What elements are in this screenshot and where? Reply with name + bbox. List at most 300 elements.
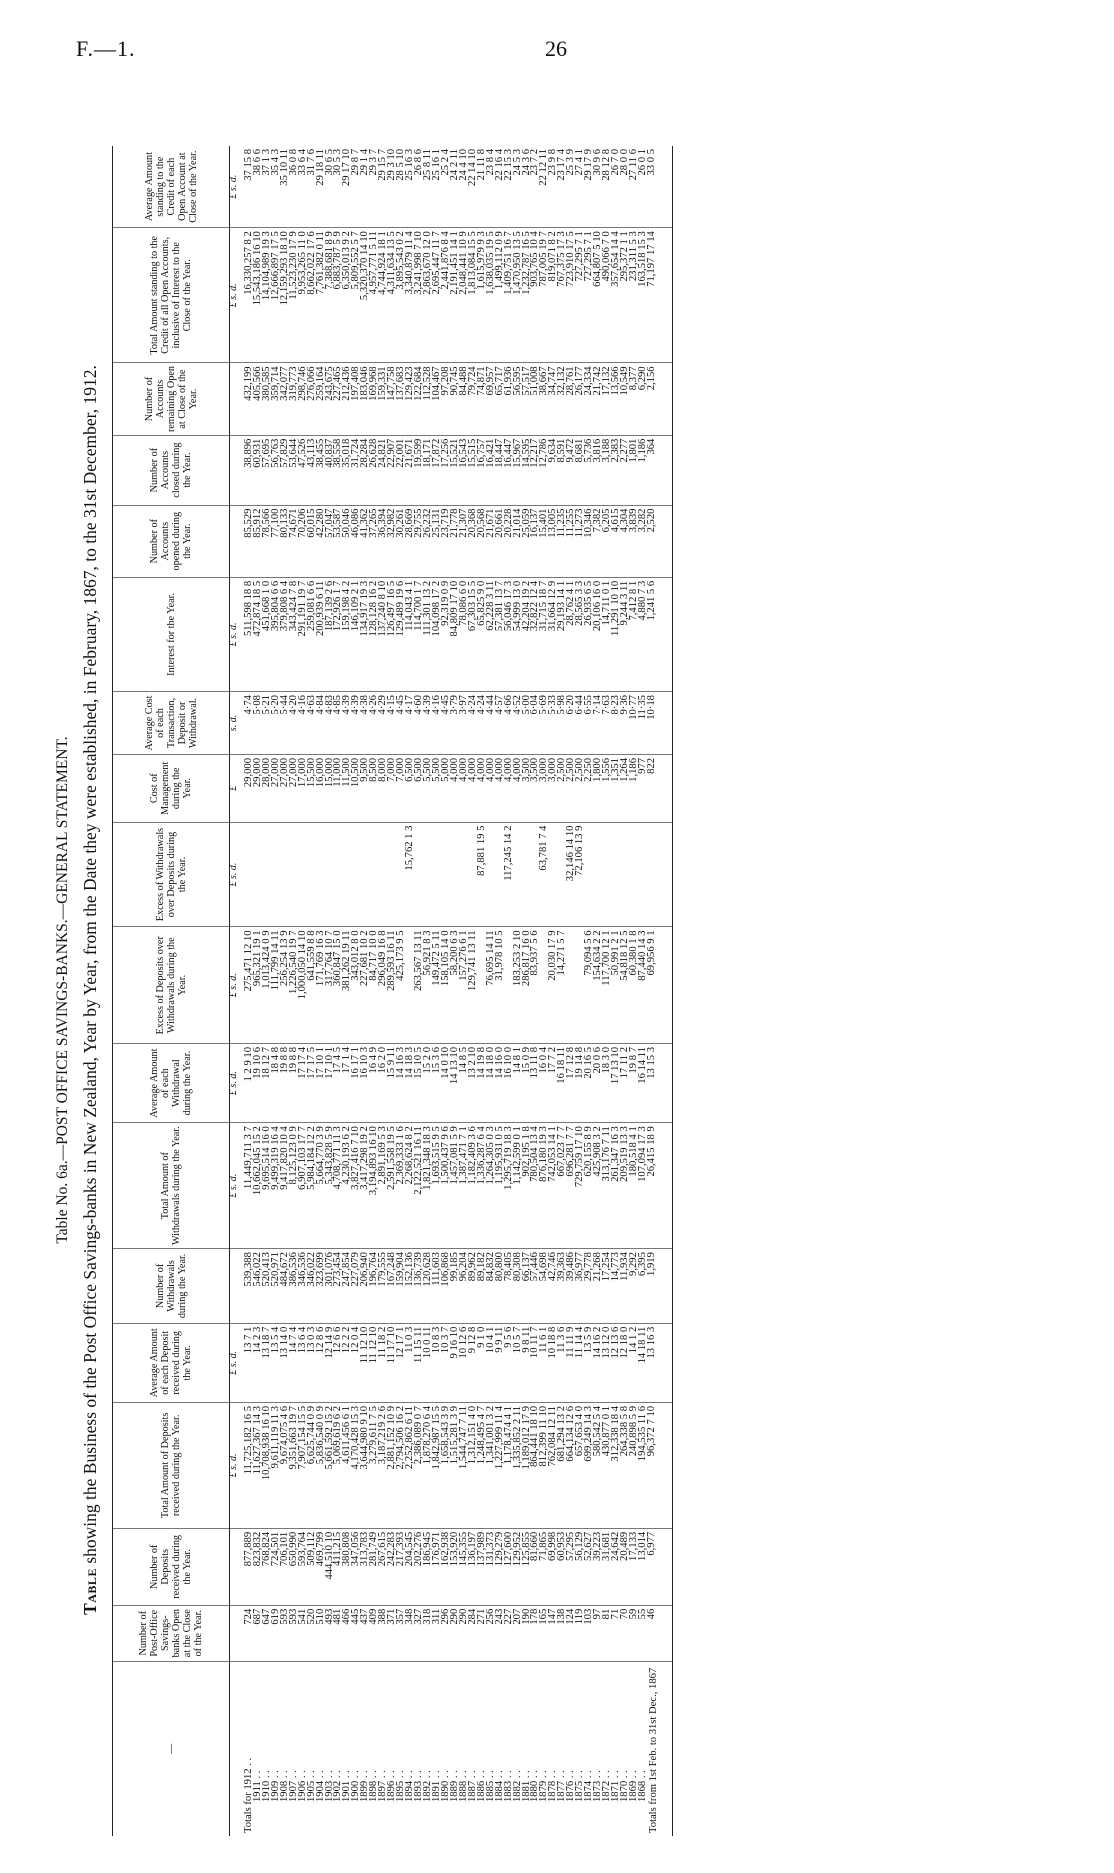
table-cell: 30 5 3 [334, 146, 343, 228]
table-cell: 1,295,719 18 3 [505, 1123, 514, 1249]
table-cell: 6,350,013 9 2 [343, 228, 352, 363]
table-cell: 33 0 5 [648, 146, 673, 228]
table-cell: 13 7 1 [239, 1323, 254, 1402]
table-cell: 207 [514, 1605, 523, 1661]
table-cell: 4·39 [352, 692, 361, 755]
table-cell: 386,536 [290, 1249, 299, 1324]
table-cell: 7,412 8 1 [630, 577, 639, 691]
table-cell: 1,544,747 7 11 [460, 1402, 469, 1528]
table-cell: 46 [648, 1605, 673, 1661]
table-cell: 7,000 [397, 754, 406, 822]
table-cell: 3,644,980 9 10 [361, 1402, 370, 1528]
table-cell: 59 [630, 1605, 639, 1661]
table-cell: 50,046 [343, 505, 352, 577]
table-cell: 10 4 1 [487, 1323, 496, 1402]
table-cell: 14 16 3 [397, 1044, 406, 1123]
table-cell: 650,990 [290, 1528, 299, 1605]
table-cell: 5,500 [424, 754, 433, 822]
table-cell: 43,113 [308, 435, 317, 505]
table-cell [263, 822, 272, 927]
table-cell: 92,319 0 9 [442, 577, 451, 691]
table-cell: 147,758 [388, 363, 397, 435]
table-cell: 183,046 [361, 363, 370, 435]
table-cell: 18 12 7 [263, 1044, 272, 1123]
table-cell: 5·21 [263, 692, 272, 755]
table-cell: 14 19 8 [478, 1044, 487, 1123]
table-cell: 32,982 [388, 505, 397, 577]
table-cell: 71 [612, 1605, 621, 1661]
table-cell: 17,254 [603, 1249, 612, 1324]
table-cell: 9,674,075 4 6 [281, 1402, 290, 1528]
table-cell: 11,291 10 10 [612, 577, 621, 691]
table-cell: 13 16 3 [648, 1323, 673, 1402]
table-cell: 60,953 [558, 1528, 567, 1605]
table-cell: 56,046 17 3 [505, 577, 514, 691]
table-cell: 62,228 3 11 [487, 577, 496, 691]
table-cell: 15,401 [540, 505, 549, 577]
table-cell: 14 2 3 [254, 1323, 263, 1402]
table-cell: 23 9 8 [549, 146, 558, 228]
table-cell: 129,279 [496, 1528, 505, 1605]
table-cell: 247,854 [343, 1249, 352, 1324]
table-cell: 313,783 [361, 1528, 370, 1605]
table-cell: 11 14 4 [576, 1323, 585, 1402]
table-cell: 4·52 [514, 692, 523, 755]
table-cell: 4·74 [239, 692, 254, 755]
table-cell: 13 0 3 [308, 1323, 317, 1402]
row-label: 1899 . . [359, 1770, 371, 1802]
table-cell: 819,071 8 2 [549, 228, 558, 363]
table-cell: 78,566 [263, 505, 272, 577]
table-cell: 42,280 [317, 505, 326, 577]
table-cell: 26,935 6 5 [585, 577, 594, 691]
table-cell: 57,381 13 7 [496, 577, 505, 691]
table-cell: 5·33 [549, 692, 558, 755]
table-cell: 16,137 [531, 505, 540, 577]
table-cell: 190 [523, 1605, 532, 1661]
table-cell: 29 18 11 [317, 146, 326, 228]
table-cell: 7·14 [594, 692, 603, 755]
table-cell: 209,519 13 3 [621, 1123, 630, 1249]
table-cell: 311 [433, 1605, 442, 1661]
table-cell: 13 18 7 [263, 1323, 272, 1402]
table-cell: 4,000 [496, 754, 505, 822]
table-cell: 4·39 [343, 692, 352, 755]
table-cell: 1,186 [630, 754, 639, 822]
table-cell: 36 0 8 [290, 146, 299, 228]
table-cell: 31,681 [603, 1528, 612, 1605]
table-cell: 11,273 [576, 505, 585, 577]
table-cell: 4,744,924 18 1 [379, 228, 388, 363]
table-cell: 4·83 [326, 692, 335, 755]
table-cell: 17 10 1 [326, 1044, 335, 1123]
table-cell: 202,276 [415, 1528, 424, 1605]
row-label: 1869 . . [627, 1770, 639, 1802]
table-cell: 466 [343, 1605, 352, 1661]
table-cell: 25 16 1 [433, 146, 442, 228]
table-cell: 27 4 1 [576, 146, 585, 228]
row-label: 1875 . . [574, 1770, 586, 1802]
table-row [505, 146, 514, 1836]
table-row [451, 146, 460, 1836]
table-cell: 50,991 2 1 [612, 927, 621, 1044]
table-cell: 38,455 [317, 435, 326, 505]
table-cell: 99,185 [451, 1249, 460, 1324]
table-cell: 5,836,540 0 9 [317, 1402, 326, 1528]
table-cell: 348 [406, 1605, 415, 1661]
table-cell: 55 [639, 1605, 648, 1661]
table-cell: 17 7 2 [549, 1044, 558, 1123]
table-cell [514, 822, 523, 927]
table-cell: 57,047 [326, 505, 335, 577]
table-cell: 37 15 8 [239, 146, 254, 228]
table-cell: 12 0 4 [352, 1323, 361, 1402]
table-cell: 240,898 5 9 [630, 1402, 639, 1528]
table-cell: 13,566 [612, 363, 621, 435]
table-cell: 107,094 17 3 [639, 1123, 648, 1249]
table-cell: 8,662,022 17 6 [308, 228, 317, 363]
table-cell: 227,079 [352, 1249, 361, 1324]
table-cell: 12 18 0 [621, 1323, 630, 1402]
table-cell: 38,558 [334, 435, 343, 505]
unit-label [230, 1249, 239, 1324]
table-cell: 5·00 [523, 692, 532, 755]
table-cell: 342,077 [281, 363, 290, 435]
table-cell: 134,917 19 3 [361, 577, 370, 691]
table-cell: 117,700 12 1 [603, 927, 612, 1044]
table-cell: 9,244 3 11 [621, 577, 630, 691]
table-cell: 119 [576, 1605, 585, 1661]
table-cell: 16,330,257 8 2 [239, 228, 254, 363]
unit-label: £ s. d. [230, 1044, 239, 1123]
table-cell: 14,773 [612, 1249, 621, 1324]
table-cell: 80,308 [514, 1249, 523, 1324]
table-cell: 28,762 4 1 [567, 577, 576, 691]
table-cell: 14,104,989 19 3 [263, 228, 272, 363]
table-cell: 1,813,084 15 5 [469, 228, 478, 363]
table-cell: 539,388 [239, 1249, 254, 1324]
row-label: 1895 . . [395, 1770, 407, 1802]
table-cell: 136,197 [469, 1528, 478, 1605]
table-cell: 29 3 10 [388, 146, 397, 228]
row-label: 1885 . . [484, 1770, 496, 1802]
table-cell: 26 7 0 [612, 146, 621, 228]
table-cell: 6·20 [567, 692, 576, 755]
table-cell: 79,094 5 6 [585, 927, 594, 1044]
rotated-table-block [52, 120, 1112, 1840]
table-cell: 2,500 [567, 754, 576, 822]
table-cell: 4·63 [308, 692, 317, 755]
table-cell: 26 8 6 [415, 146, 424, 228]
table-cell: 295,372 1 1 [621, 228, 630, 363]
table-cell: 26,628 [370, 435, 379, 505]
table-cell: 1,241 5 6 [648, 577, 673, 691]
row-label: 1891 . . [430, 1770, 442, 1802]
table-cell: 4·26 [370, 692, 379, 755]
table-row [442, 146, 451, 1836]
table-cell: 10 8 3 [433, 1323, 442, 1402]
table-cell: 14 18 11 [639, 1323, 648, 1402]
table-cell: 71,865 [540, 1528, 549, 1605]
table-cell: 593 [290, 1605, 299, 1661]
table-cell: 74,671 [290, 505, 299, 577]
table-cell: 28 5 10 [397, 146, 406, 228]
table-cell: 727,295 7 1 [585, 228, 594, 363]
row-label: 1877 . . [556, 1770, 568, 1802]
table-cell: 14 0 10 [442, 1044, 451, 1123]
table-cell: 1,142,599 0 1 [514, 1123, 523, 1249]
table-cell: 3,340,879 11 4 [406, 228, 415, 363]
table-cell: 2,122,521 16 11 [415, 1123, 424, 1249]
table-cell: 4,611,456 6 1 [343, 1402, 352, 1528]
unit-label [230, 363, 239, 435]
table-cell: 25,131 [433, 505, 442, 577]
table-cell: 17 12 8 [567, 1044, 576, 1123]
row-label: 1898 . . [368, 1770, 380, 1802]
table-row [594, 146, 603, 1836]
column-header: Average Amount standing to the Credit of each Open Account at Close of the Year. [113, 146, 230, 228]
table-cell: 823,832 [254, 1528, 263, 1605]
table-cell: 183,253 2 10 [514, 927, 523, 1044]
table-cell: 10 12 6 [460, 1323, 469, 1402]
table-cell: 24 3 6 [523, 146, 532, 228]
column-header: Cost of Management during the Year. [113, 754, 230, 822]
table-cell: 2,369,333 1 6 [397, 1123, 406, 1249]
table-cell: 96,372 7 10 [648, 1402, 673, 1528]
table-cell: 4·60 [415, 692, 424, 755]
table-cell: 22 14 10 [469, 146, 478, 228]
table-cell: 4·24 [478, 692, 487, 755]
table-cell: 227 [505, 1605, 514, 1661]
table-cell: 411,215 [334, 1528, 343, 1605]
table-cell: 112,528 [424, 363, 433, 435]
table-row [549, 146, 558, 1836]
table-cell: 699,249 14 3 [585, 1402, 594, 1528]
table-cell: 13 15 3 [648, 1044, 673, 1123]
table-row [469, 146, 478, 1836]
table-cell: 15,500 [308, 754, 317, 822]
table-row [558, 146, 567, 1836]
table-cell: 31,715 18 7 [540, 577, 549, 691]
table-cell: 96,204 [460, 1249, 469, 1324]
table-cell: 165 [540, 1605, 549, 1661]
table-cell: 541 [299, 1605, 308, 1661]
table-cell: 1,693,515 9 5 [433, 1123, 442, 1249]
table-cell: 10·77 [630, 692, 639, 755]
table-cell: 9,351,663 19 7 [290, 1402, 299, 1528]
table-cell: 11 6 1 [540, 1323, 549, 1402]
table-cell: 131,373 [487, 1528, 496, 1605]
table-cell: 16,447 [505, 435, 514, 505]
row-label: 1890 . . [439, 1770, 451, 1802]
column-header: Number of Deposits received during the Year. [113, 1528, 230, 1605]
table-cell: 509,112 [308, 1528, 317, 1605]
table-cell: 180,518 4 1 [630, 1123, 639, 1249]
table-cell: 1,312,151 4 0 [469, 1402, 478, 1528]
table-cell: 17 17 5 [308, 1044, 317, 1123]
table-cell: 39,486 [567, 1249, 576, 1324]
table-cell: 20,030 17 9 [549, 927, 558, 1044]
table-cell: 85,912 [254, 505, 263, 577]
table-cell: 27,000 [272, 754, 281, 822]
table-cell: 3,839 [630, 505, 639, 577]
table-cell: 54,698 [540, 1249, 549, 1324]
unit-label: £ s. d. [230, 577, 239, 691]
table-cell: 5·20 [272, 692, 281, 755]
table-cell: 1,615,979 9 3 [478, 228, 487, 363]
table-cell: 580,542 5 4 [594, 1402, 603, 1528]
table-cell: 696,281 7 7 [567, 1123, 576, 1249]
table-cell: 14 16 0 [496, 1044, 505, 1123]
table-cell: 57,829 [281, 435, 290, 505]
table-cell: 8,681 [576, 435, 585, 505]
table-cell: 66,137 [523, 1249, 532, 1324]
table-cell: 7,388,681 8 9 [326, 228, 335, 363]
table-cell: 20,106 16 0 [594, 577, 603, 691]
table-cell: 72,106 13 9 [576, 822, 585, 927]
table-cell: 275,471 12 10 [239, 927, 254, 1044]
table-cell: 1,499,112 0 9 [496, 228, 505, 363]
table-cell: 4,000 [451, 754, 460, 822]
table-cell: 4,000 [460, 754, 469, 822]
table-cell: 33 6 4 [299, 146, 308, 228]
table-cell: 26,232 [424, 505, 433, 577]
table-cell: 27,000 [281, 754, 290, 822]
table-cell: 129,952 [514, 1528, 523, 1605]
table-cell [451, 822, 460, 927]
table-cell: 9,611,119 11 3 [272, 1402, 281, 1528]
table-cell: 1,336,287 6 4 [478, 1123, 487, 1249]
table-cell: 9,472 [567, 435, 576, 505]
column-header: Number of Withdrawals during the Year. [113, 1249, 230, 1324]
table-cell: 1,189,012 17 9 [523, 1402, 532, 1528]
table-cell: 317,764 10 7 [326, 927, 335, 1044]
row-label: 1911 . . [251, 1770, 263, 1802]
table-cell: 17,872 [433, 435, 442, 505]
row-label: 1909 . . [269, 1770, 281, 1802]
table-cell: 432,199 [239, 363, 254, 435]
table-cell: 1,186 [639, 435, 648, 505]
table-cell: 493 [326, 1605, 335, 1661]
table-cell: 21 11 8 [478, 146, 487, 228]
table-cell: 5,320,370 14 10 [361, 228, 370, 363]
table-cell: 16 0 4 [540, 1044, 549, 1123]
table-cell: 78,405 [505, 1249, 514, 1324]
table-cell: 4·84 [317, 692, 326, 755]
table-cell: 56,129 [576, 1528, 585, 1605]
unit-label: £ s. d. [230, 1402, 239, 1528]
table-cell: 14 1 2 [630, 1323, 639, 1402]
table-cell: 1,801 [630, 435, 639, 505]
table-cell: 52,627 [585, 1528, 594, 1605]
table-cell: 17,132 [603, 363, 612, 435]
table-cell: 9,695,514 16 0 [263, 1123, 272, 1249]
row-label: 1893 . . [413, 1770, 425, 1802]
table-cell: 87,881 19 5 [478, 822, 487, 927]
table-cell: 11,449,711 3 7 [239, 1123, 254, 1249]
table-cell: 8,377 [630, 363, 639, 435]
table-cell: 357 [397, 1605, 406, 1661]
table-cell: 864,441 18 10 [531, 1402, 540, 1528]
row-label: 1871 . . [610, 1770, 622, 1802]
table-cell: 14 8 5 [460, 1044, 469, 1123]
table-cell: 36,394 [379, 505, 388, 577]
table-cell: 1,556 [603, 754, 612, 822]
table-cell: 16 10 0 [505, 1044, 514, 1123]
table-cell: 4·20 [290, 692, 299, 755]
table-cell: 16,543 [460, 435, 469, 505]
table-cell: 371 [388, 1605, 397, 1661]
table-cell: 28,669 [406, 505, 415, 577]
table-cell: 812,399 11 10 [540, 1402, 549, 1528]
table-cell: 12 13 6 [612, 1323, 621, 1402]
table-cell: 84,717 10 0 [370, 927, 379, 1044]
table-cell: 56,921 8 3 [424, 927, 433, 1044]
table-cell: 768,824 [263, 1528, 272, 1605]
table-cell: 13 12 0 [603, 1323, 612, 1402]
table-cell [424, 822, 433, 927]
table-cell: 17,000 [299, 754, 308, 822]
row-label: 1880 . . [529, 1770, 541, 1802]
table-cell: 3,000 [540, 754, 549, 822]
table-cell [523, 822, 532, 927]
table-cell [630, 822, 639, 927]
table-cell: 14,711 0 1 [603, 577, 612, 691]
table-cell: 9 1 0 [478, 1323, 487, 1402]
table-cell: 85,529 [239, 505, 254, 577]
row-label: 1908 . . [278, 1770, 290, 1802]
table-cell: 69,998 [549, 1528, 558, 1605]
unit-label [230, 435, 239, 505]
table-cell: 171,769 16 3 [317, 927, 326, 1044]
table-cell: 20,368 [469, 505, 478, 577]
table-cell [239, 822, 254, 927]
table-cell: 5,736 [585, 435, 594, 505]
table-cell: 29 17 10 [343, 146, 352, 228]
table-cell: 13,014 [639, 1528, 648, 1605]
table-cell: 13 5 9 [585, 1323, 594, 1402]
table-cell: 2,048,441 10 9 [460, 228, 469, 363]
table-cell: 15,521 [451, 435, 460, 505]
table-cell: 4·38 [361, 692, 370, 755]
table-cell: 3,816 [594, 435, 603, 505]
table-cell [648, 822, 673, 927]
table-cell: 484,672 [281, 1249, 290, 1324]
table-cell: 25 8 11 [424, 146, 433, 228]
row-label: 1897 . . [377, 1770, 389, 1802]
table-cell: 876,180 19 3 [540, 1123, 549, 1249]
table-cell: 12 17 1 [397, 1323, 406, 1402]
table-cell: 13 11 8 [531, 1044, 540, 1123]
table-cell: 24 4 10 [460, 146, 469, 228]
table-cell: 97,208 [442, 363, 451, 435]
table-cell: 29 1 4 [361, 146, 370, 228]
table-cell: 163,518 15 3 [639, 228, 648, 363]
table-cell: 780,504 13 4 [531, 1123, 540, 1249]
table-cell: 19,599 [415, 435, 424, 505]
table-cell: 16 10 3 [361, 1044, 370, 1123]
table-cell: 29,778 [585, 1249, 594, 1324]
table-cell: 197,408 [352, 363, 361, 435]
table-cell: 126,497 16 5 [388, 577, 397, 691]
table-cell: 111,799 14 11 [272, 927, 281, 1044]
table-cell [317, 822, 326, 927]
table-cell: 38,667 [540, 363, 549, 435]
table-cell: 511,598 18 8 [239, 577, 254, 691]
table-cell: 212,436 [343, 363, 352, 435]
table-cell: 12 8 6 [317, 1323, 326, 1402]
table-row [603, 146, 612, 1836]
